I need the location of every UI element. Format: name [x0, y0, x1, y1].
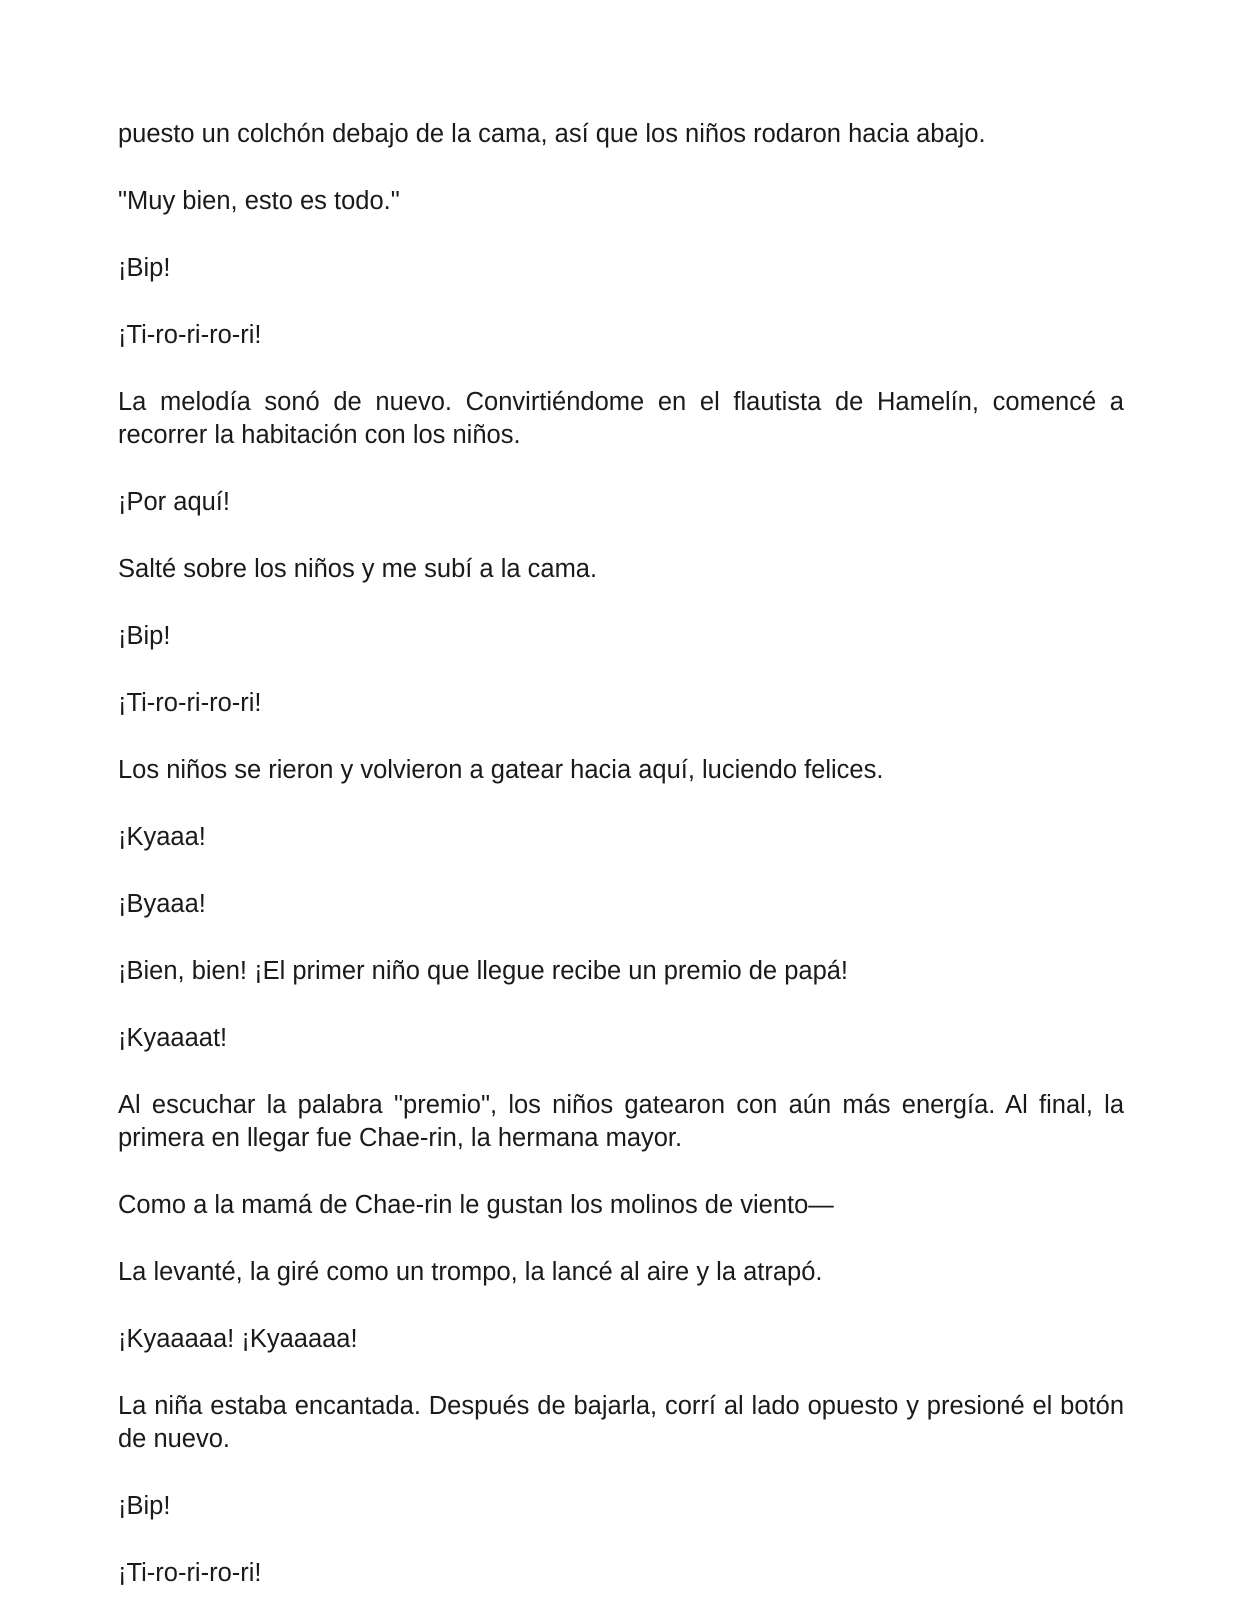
paragraph: La levanté, la giré como un trompo, la lancé al aire y la atrapó. — [118, 1258, 823, 1286]
paragraph: ¡Kyaaaat! — [118, 1024, 228, 1052]
paragraph: "Muy bien, esto es todo." — [118, 187, 400, 215]
paragraph: Al escuchar la palabra "premio", los niños gatearon con aún más energía. Al final, la primera en llegar fue Chae-rin, la hermana mayor. — [118, 1091, 1124, 1152]
paragraph: ¡Ti-ro-ri-ro-ri! — [118, 321, 262, 349]
paragraph: ¡Kyaaa! — [118, 823, 206, 851]
paragraph: ¡Kyaaaaa! ¡Kyaaaaa! — [118, 1325, 358, 1353]
paragraph: Salté sobre los niños y me subí a la cama. — [118, 555, 598, 583]
document-body — [118, 118, 1124, 1624]
paragraph: puesto un colchón debajo de la cama, así que los niños rodaron hacia abajo. — [118, 120, 986, 148]
paragraph: La melodía sonó de nuevo. Convirtiéndome en el flautista de Hamelín, comencé a recorrer la habitación con los niños. — [118, 388, 1124, 449]
paragraph: ¡Bip! — [118, 254, 171, 282]
paragraph: ¡Por aquí! — [118, 488, 230, 516]
paragraph: ¡Ti-ro-ri-ro-ri! — [118, 1559, 262, 1587]
paragraph: ¡Bien, bien! ¡El primer niño que llegue recibe un premio de papá! — [118, 957, 849, 985]
paragraph: ¡Bip! — [118, 622, 171, 650]
paragraph: Como a la mamá de Chae-rin le gustan los molinos de viento— — [118, 1191, 834, 1219]
paragraph: ¡Ti-ro-ri-ro-ri! — [118, 689, 262, 717]
paragraph: Los niños se rieron y volvieron a gatear hacia aquí, luciendo felices. — [118, 756, 884, 784]
paragraph: ¡Byaaa! — [118, 890, 206, 918]
paragraph: La niña estaba encantada. Después de bajarla, corrí al lado opuesto y presioné el botón de nuevo. — [118, 1392, 1124, 1453]
paragraph: ¡Bip! — [118, 1492, 171, 1520]
